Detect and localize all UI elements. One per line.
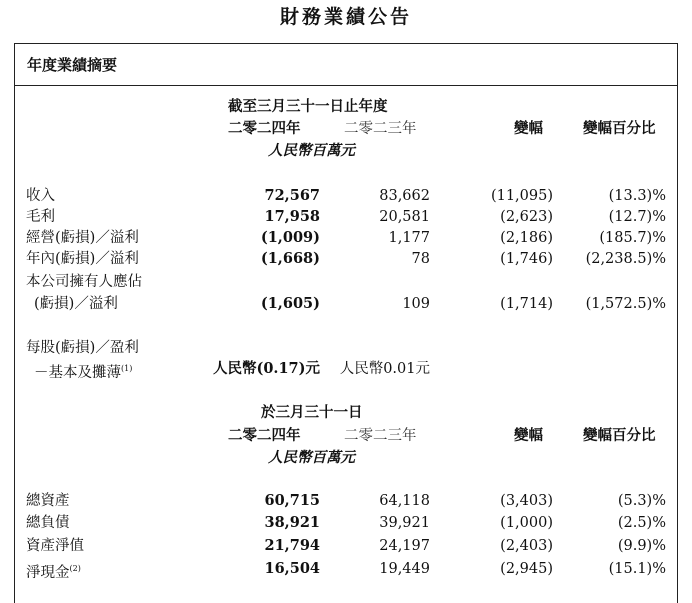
section2-col-2023: 二零二三年 <box>344 428 417 444</box>
value-change: (2,945) <box>500 561 553 577</box>
value-2023: 1,177 <box>388 230 430 246</box>
value-pct: (13.3)% <box>608 188 666 204</box>
value-change: (1,000) <box>500 515 553 531</box>
value-2024: 72,567 <box>264 187 320 204</box>
value-2023: 24,197 <box>379 538 430 554</box>
row-label: 總負債 <box>26 515 70 531</box>
value-change: (1,746) <box>500 251 553 267</box>
section1-col-change: 變幅 <box>514 121 543 137</box>
value-pct: (2.5)% <box>617 515 666 531</box>
section2-col-pct: 變幅百分比 <box>583 428 656 444</box>
row-label-wrap <box>26 560 81 582</box>
value-pct: (9.9)% <box>617 538 666 554</box>
value-2024: (1,009) <box>260 229 320 246</box>
row-label: 淨現金 <box>26 565 70 581</box>
value-2023: 20,581 <box>379 209 430 225</box>
value-pct: (2,238.5)% <box>585 251 666 267</box>
value-2023: 109 <box>402 296 430 312</box>
row-label: 資產淨值 <box>26 538 84 554</box>
announcement-title: 財務業績公告 <box>279 6 412 28</box>
section1-col-2023: 二零二三年 <box>344 121 417 137</box>
value-2024: 17,958 <box>264 208 320 225</box>
value-change: (3,403) <box>500 493 553 509</box>
value-pct: (15.1)% <box>608 561 666 577</box>
eps-2023: 人民幣0.01元 <box>339 361 430 377</box>
value-pct: (5.3)% <box>617 493 666 509</box>
summary-title: 年度業績摘要 <box>27 56 118 74</box>
value-2024: 60,715 <box>264 492 320 509</box>
value-2024: (1,668) <box>260 250 320 267</box>
value-change: (2,623) <box>500 209 553 225</box>
eps-label-text: －基本及攤薄 <box>34 365 121 381</box>
net-cash-footnote-marker: (2) <box>69 564 81 573</box>
value-2023: 19,449 <box>379 561 430 577</box>
eps-2024: 人民幣(0.17)元 <box>212 360 320 377</box>
value-2024: 21,794 <box>264 537 320 554</box>
row-label: 年內(虧損)／溢利 <box>26 251 139 267</box>
row-label: 毛利 <box>26 209 55 225</box>
value-2023: 39,921 <box>379 515 430 531</box>
eps-footnote-marker: (1) <box>121 364 133 373</box>
section1-col-2024: 二零二四年 <box>228 121 301 137</box>
value-change: (1,714) <box>500 296 553 312</box>
value-change: (2,403) <box>500 538 553 554</box>
section2-col-2024: 二零二四年 <box>228 428 301 444</box>
section2-col-change: 變幅 <box>514 428 543 444</box>
section1-col-pct: 變幅百分比 <box>583 121 656 137</box>
row-label: 收入 <box>26 188 55 204</box>
value-pct: (12.7)% <box>608 209 666 225</box>
value-2024: 38,921 <box>264 514 320 531</box>
summary-divider <box>14 85 678 86</box>
row-label: 總資產 <box>26 493 70 509</box>
row-label: 本公司擁有人應佔 <box>26 274 142 290</box>
value-2023: 83,662 <box>379 188 430 204</box>
value-2023: 78 <box>411 251 430 267</box>
eps-label: 每股(虧損)／盈利 <box>26 340 139 356</box>
row-label: 經營(虧損)／溢利 <box>26 230 139 246</box>
row-label-continued: (虧損)／溢利 <box>34 296 118 312</box>
section1-period: 截至三月三十一日止年度 <box>228 99 388 115</box>
value-change: (11,095) <box>490 188 553 204</box>
section2-period: 於三月三十一日 <box>261 405 363 421</box>
value-2024: (1,605) <box>260 295 320 312</box>
section2-unit: 人民幣百萬元 <box>268 450 355 466</box>
value-change: (2,186) <box>500 230 553 246</box>
value-2023: 64,118 <box>379 493 430 509</box>
value-pct: (185.7)% <box>599 230 666 246</box>
value-pct: (1,572.5)% <box>585 296 666 312</box>
eps-label-continued <box>34 360 132 382</box>
section1-unit: 人民幣百萬元 <box>268 143 355 159</box>
value-2024: 16,504 <box>264 560 320 577</box>
